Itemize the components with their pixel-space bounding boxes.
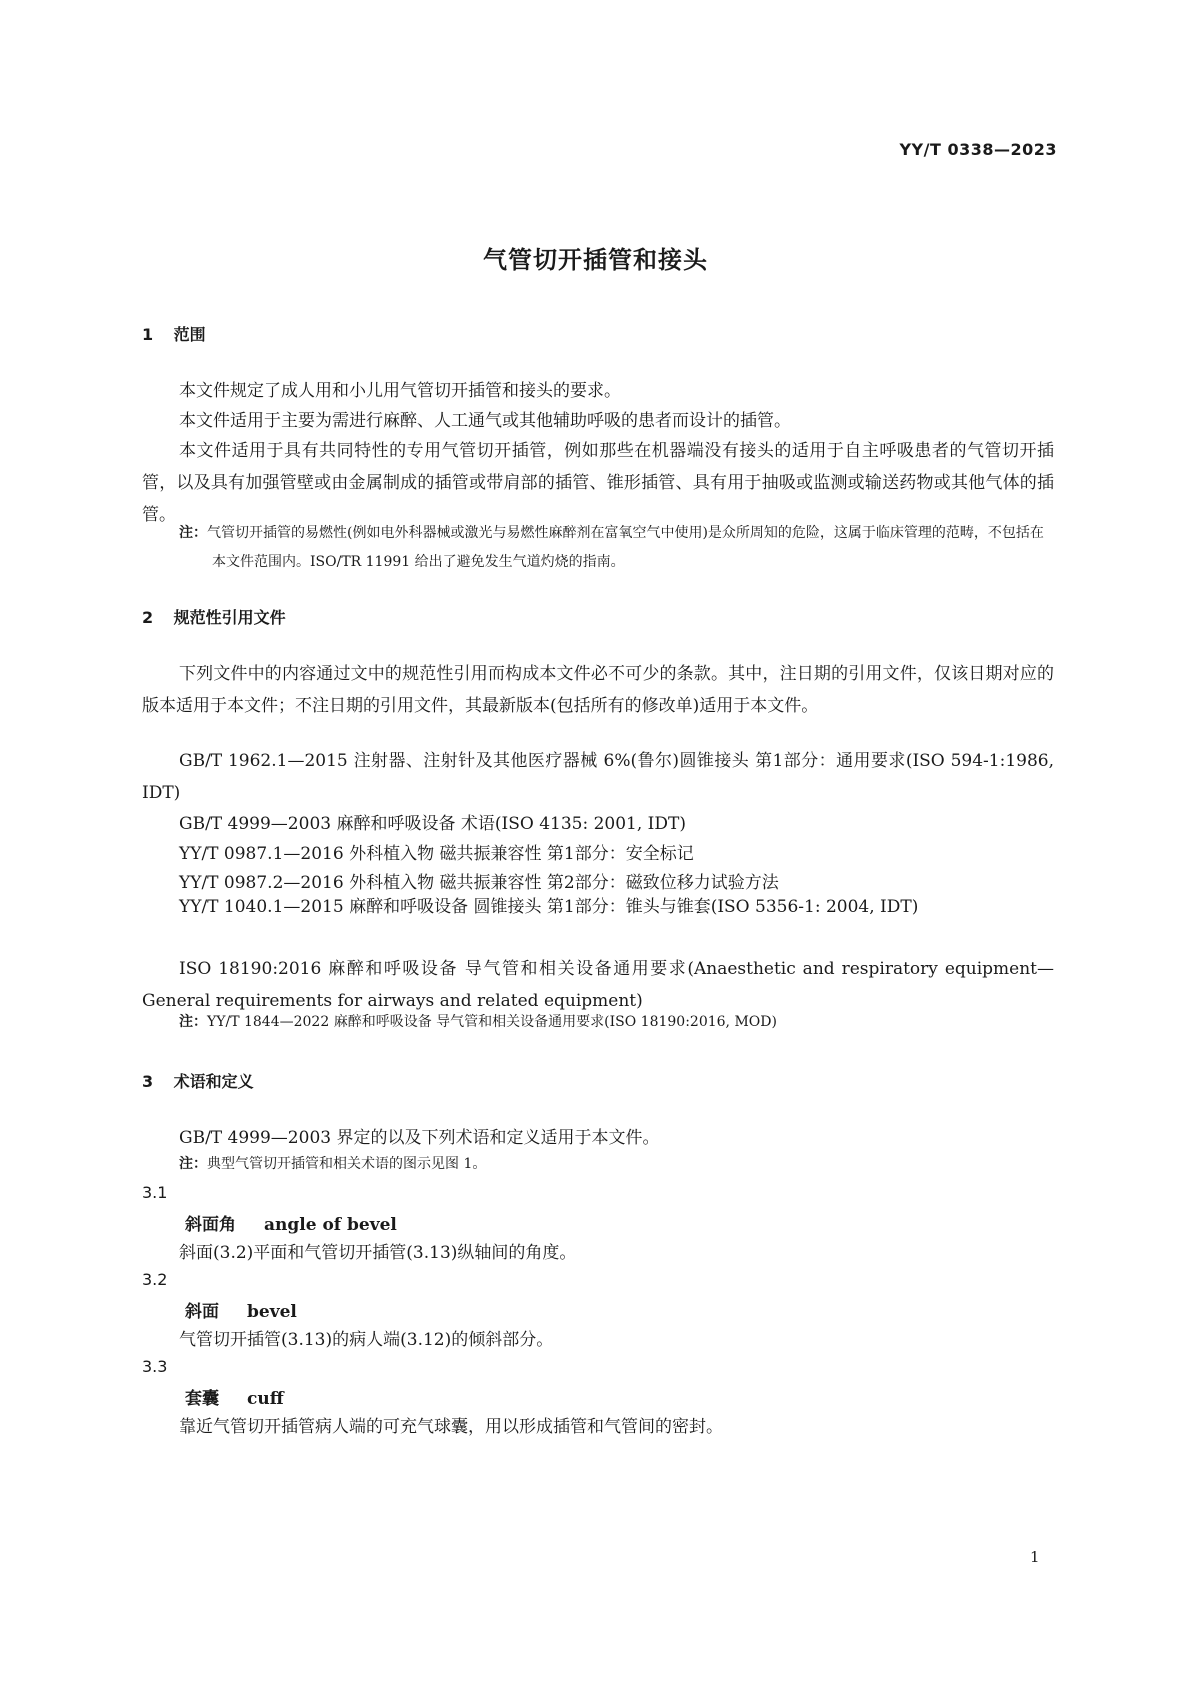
document-code: YY/T 0338—2023 bbox=[899, 140, 1057, 159]
note-text: 典型气管切开插管和相关术语的图示见图 1。 bbox=[207, 1156, 487, 1172]
term-heading bbox=[185, 1210, 397, 1235]
reference-item: GB/T 1962.1—2015 注射器、注射针及其他医疗器械 6%(鲁尔)圆锥接头 第1部分：通用要求(ISO 594-1:1986, IDT) bbox=[142, 751, 1054, 803]
page-title: 气管切开插管和接头 bbox=[483, 246, 708, 274]
scope-paragraph-2: 本文件适用于主要为需进行麻醉、人工通气或其他辅助呼吸的患者而设计的插管。 bbox=[179, 411, 791, 431]
note-label: 注： bbox=[179, 525, 207, 541]
section-number: 1 bbox=[142, 325, 154, 344]
term-en: angle of bevel bbox=[264, 1215, 397, 1235]
term-en: bevel bbox=[247, 1302, 297, 1322]
reference-item: YY/T 1040.1—2015 麻醉和呼吸设备 圆锥接头 第1部分：锥头与锥套(ISO 5356-1: 2004, IDT) bbox=[179, 897, 919, 917]
term-heading bbox=[185, 1297, 297, 1322]
term-zh: 斜面角 bbox=[185, 1215, 236, 1235]
term-zh: 斜面 bbox=[185, 1302, 219, 1322]
page-number: 1 bbox=[1030, 1548, 1040, 1566]
term-heading bbox=[185, 1384, 284, 1409]
section-number: 3 bbox=[142, 1072, 154, 1091]
reference-item: ISO 18190:2016 麻醉和呼吸设备 导气管和相关设备通用要求(Anaesthetic and respiratory equipment—General requirements for airways and related equipment) bbox=[142, 959, 1054, 1011]
terms-note bbox=[179, 1150, 1054, 1179]
section-title: 术语和定义 bbox=[173, 1072, 254, 1091]
section-3-heading bbox=[142, 1069, 254, 1092]
scope-paragraph-1: 本文件规定了成人用和小儿用气管切开插管和接头的要求。 bbox=[179, 381, 621, 401]
section-number: 2 bbox=[142, 608, 154, 627]
section-title: 规范性引用文件 bbox=[173, 608, 286, 627]
term-zh: 套囊 bbox=[185, 1389, 219, 1409]
reference-item: YY/T 0987.2—2016 外科植入物 磁共振兼容性 第2部分：磁致位移力试验方法 bbox=[179, 873, 779, 893]
refs-intro: 下列文件中的内容通过文中的规范性引用而构成本文件必不可少的条款。其中，注日期的引用文件，仅该日期对应的版本适用于本文件；不注日期的引用文件，其最新版本(包括所有的修改单)适用于本文件。 bbox=[142, 664, 1054, 716]
note-label: 注： bbox=[179, 1156, 207, 1172]
term-number: 3.1 bbox=[142, 1183, 168, 1202]
section-2-heading bbox=[142, 605, 286, 628]
section-1-heading bbox=[142, 322, 206, 345]
note-text: 气管切开插管的易燃性(例如电外科器械或激光与易燃性麻醉剂在富氧空气中使用)是众所周知的危险，这属于临床管理的范畴，不包括在本文件范围内。ISO/TR 11991 给出了避免发生气道灼烧的指南。 bbox=[207, 525, 1044, 570]
terms-intro: GB/T 4999—2003 界定的以及下列术语和定义适用于本文件。 bbox=[179, 1128, 660, 1148]
term-definition: 斜面(3.2)平面和气管切开插管(3.13)纵轴间的角度。 bbox=[179, 1243, 577, 1263]
term-definition: 靠近气管切开插管病人端的可充气球囊，用以形成插管和气管间的密封。 bbox=[179, 1417, 723, 1437]
refs-note bbox=[179, 1008, 1054, 1037]
reference-item: GB/T 4999—2003 麻醉和呼吸设备 术语(ISO 4135: 2001, IDT) bbox=[179, 814, 686, 834]
note-text: YY/T 1844—2022 麻醉和呼吸设备 导气管和相关设备通用要求(ISO 18190:2016, MOD) bbox=[207, 1014, 777, 1030]
scope-note bbox=[179, 519, 1054, 577]
note-label: 注： bbox=[179, 1014, 207, 1030]
section-title: 范围 bbox=[173, 325, 206, 344]
term-en: cuff bbox=[247, 1389, 284, 1409]
term-number: 3.2 bbox=[142, 1270, 168, 1289]
reference-item: YY/T 0987.1—2016 外科植入物 磁共振兼容性 第1部分：安全标记 bbox=[179, 844, 694, 864]
term-number: 3.3 bbox=[142, 1357, 168, 1376]
scope-paragraph-3: 本文件适用于具有共同特性的专用气管切开插管，例如那些在机器端没有接头的适用于自主呼吸患者的气管切开插管，以及具有加强管壁或由金属制成的插管或带肩部的插管、锥形插管、具有用于抽吸或监测或输送药物或其他气体的插管。 bbox=[142, 441, 1054, 525]
term-definition: 气管切开插管(3.13)的病人端(3.12)的倾斜部分。 bbox=[179, 1330, 554, 1350]
